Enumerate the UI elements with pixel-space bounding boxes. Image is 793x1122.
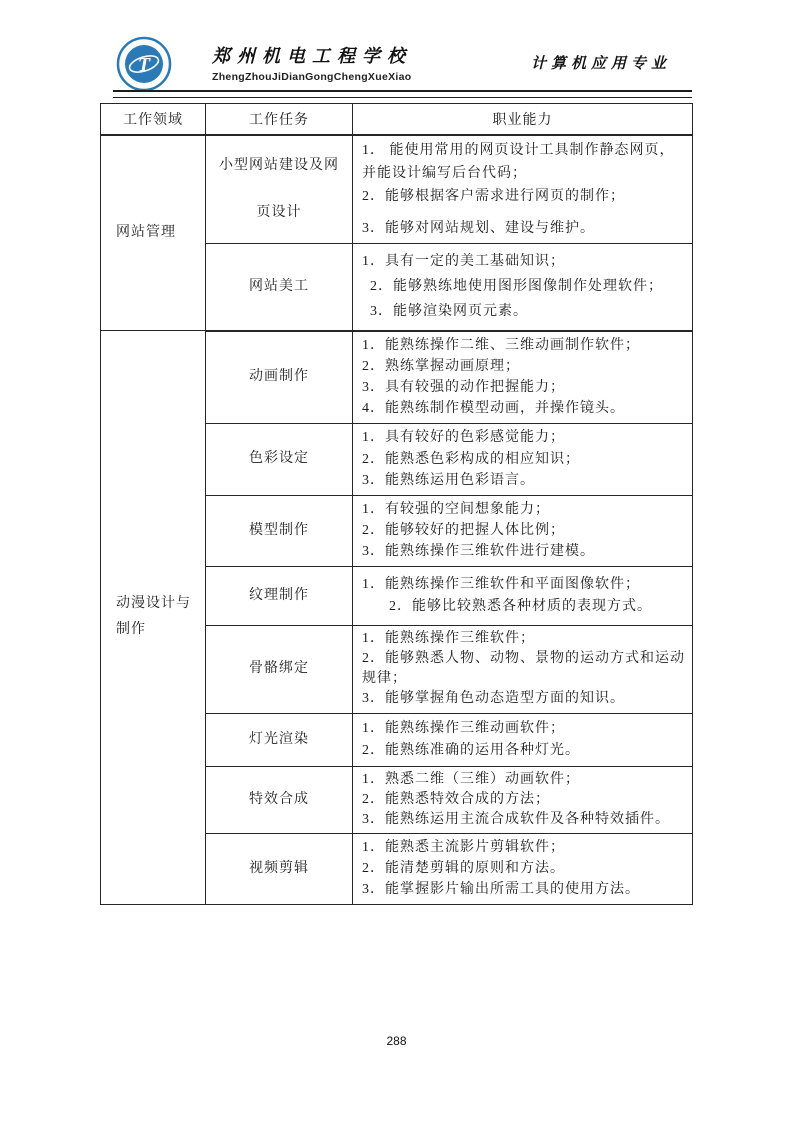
- ability-item: 1．熟悉二维（三维）动画软件；: [362, 771, 580, 787]
- ability-item: 2．能清楚剪辑的原则和方法。: [362, 861, 565, 877]
- school-pinyin: ZhengZhouJiDianGongChengXueXiao: [212, 71, 412, 83]
- table-header-row: [101, 104, 693, 135]
- task-cell: 纹理制作: [206, 566, 353, 625]
- abilities-cell: [353, 713, 693, 766]
- abilities-cell: [353, 566, 693, 625]
- task-cell: 模型制作: [206, 495, 353, 566]
- ability-item: 2．能够熟练地使用图形图像制作处理软件；: [370, 278, 663, 294]
- ability-item: 1．能熟练操作三维软件和平面图像软件；: [362, 577, 640, 593]
- task-cell: 网站美工: [206, 243, 353, 331]
- ability-item: 3．能够掌握角色动态造型方面的知识。: [362, 691, 625, 707]
- ability-item: 3．能熟练运用色彩语言。: [362, 472, 535, 488]
- abilities-cell: [353, 135, 693, 244]
- competency-table-wrap: [100, 103, 693, 905]
- abilities-cell: [353, 766, 693, 833]
- competency-table: [100, 103, 693, 905]
- major-title: 计算机应用专业: [530, 56, 671, 72]
- ability-item: 3．能够渲染网页元素。: [370, 303, 528, 319]
- ability-item: 2．能够较好的把握人体比例；: [362, 522, 565, 538]
- ability-item: 1．有较强的空间想象能力；: [362, 501, 550, 517]
- table-row: [101, 331, 693, 424]
- ability-item: 2．能够比较熟悉各种材质的表现方式。: [389, 598, 652, 614]
- school-logo-icon: [116, 36, 172, 92]
- ability-item: 2．能熟悉特效合成的方法；: [362, 791, 550, 807]
- ability-item: 1．能熟练操作三维软件；: [362, 630, 535, 646]
- ability-item: 1．具有一定的美工基础知识；: [362, 253, 565, 269]
- abilities-cell: [353, 243, 693, 331]
- col-header-work-domain: 工作领域: [101, 104, 206, 135]
- school-title-block: [212, 42, 412, 83]
- task-cell: 视频剪辑: [206, 833, 353, 904]
- ability-item: 3．能熟练操作三维软件进行建模。: [362, 544, 595, 560]
- abilities-cell: [353, 833, 693, 904]
- ability-item: 1．能熟悉主流影片剪辑软件；: [362, 839, 565, 855]
- task-cell: 小型网站建设及网页设计: [206, 135, 353, 244]
- ability-item: 3．具有较强的动作把握能力；: [362, 380, 565, 396]
- ability-item: 2．能够根据客户需求进行网页的制作；: [362, 188, 625, 204]
- col-header-work-task: 工作任务: [206, 104, 353, 135]
- school-name: 郑州机电工程学校: [212, 46, 412, 66]
- ability-item: 3．能掌握影片输出所需工具的使用方法。: [362, 882, 640, 898]
- svg-text:T: T: [137, 54, 151, 76]
- ability-item: 2．能够熟悉人物、动物、景物的运动方式和运动规律；: [362, 650, 685, 687]
- domain-cell-website: 网站管理: [101, 135, 206, 331]
- ability-item: 1．能熟练操作二维、三维动画制作软件；: [362, 337, 640, 353]
- task-cell: 动画制作: [206, 331, 353, 424]
- task-cell: 色彩设定: [206, 423, 353, 495]
- abilities-cell: [353, 495, 693, 566]
- header-divider: [113, 90, 692, 98]
- ability-item: 1．具有较好的色彩感觉能力；: [362, 430, 565, 446]
- ability-item: 3．能熟练运用主流合成软件及各种特效插件。: [362, 811, 670, 827]
- ability-item: 4．能熟练制作模型动画，并操作镜头。: [362, 401, 625, 417]
- ability-item: 2．熟练掌握动画原理；: [362, 358, 520, 374]
- abilities-cell: [353, 625, 693, 713]
- ability-item: 1．能熟练操作三维动画软件；: [362, 721, 565, 737]
- ability-item: 1． 能使用常用的网页设计工具制作静态网页，并能设计编写后台代码；: [362, 142, 675, 181]
- table-row: [101, 135, 693, 244]
- page-header: [0, 0, 793, 103]
- ability-item: 2．能熟练准确的运用各种灯光。: [362, 742, 580, 758]
- ability-item: 2．能熟悉色彩构成的相应知识；: [362, 451, 580, 467]
- abilities-cell: [353, 331, 693, 424]
- ability-item: 3．能够对网站规划、建设与维护。: [362, 220, 595, 236]
- task-cell: 特效合成: [206, 766, 353, 833]
- task-cell: 骨骼绑定: [206, 625, 353, 713]
- domain-cell-animation: 动漫设计与制作: [101, 331, 206, 905]
- abilities-cell: [353, 423, 693, 495]
- task-cell: 灯光渲染: [206, 713, 353, 766]
- page-number: 288: [386, 1034, 407, 1048]
- col-header-ability: 职业能力: [353, 104, 693, 135]
